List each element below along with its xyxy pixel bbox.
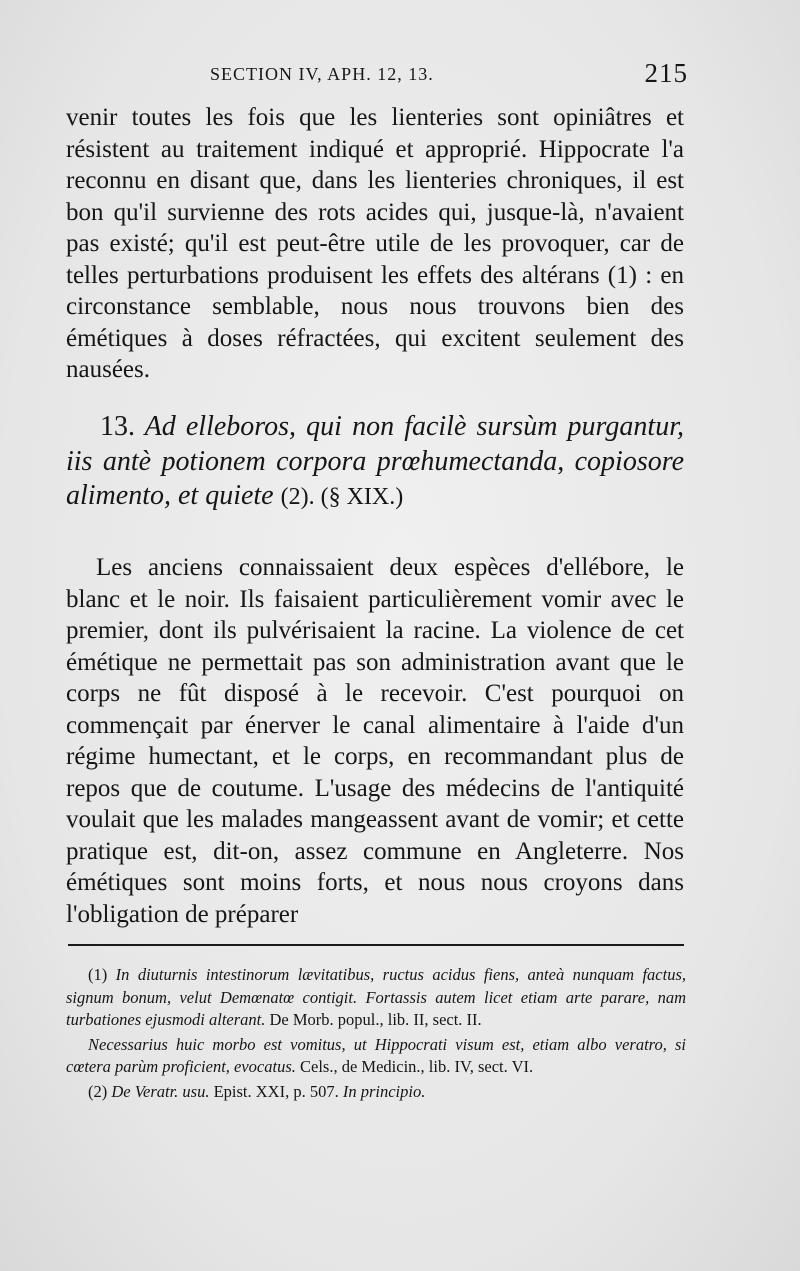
footnote-2 xyxy=(66,1081,686,1104)
footnote-divider xyxy=(68,944,684,946)
paragraph-text: Les anciens connaissaient deux espèces d'ellébore, le blanc et le noir. Ils faisaient particulièrement vomir avec le premier, dont ils pulvérisaient la racine. La violence de cet émétique ne permettait pas son administration avant que le corps ne fût disposé à le recevoir. C'est pourquoi on commençait par énerver le canal alimentaire à l'aide d'un régime humectant, et le corps, en recommandant plus de repos que de coutume. L'usage des médecins de l'antiquité voulait que les malades mangeassent avant de vomir; et cette pratique est, dit-on, assez commune en Angleterre. Nos émétiques sont moins forts, et nous nous croyons dans l'obligation de préparer xyxy=(66,554,684,928)
footnote-work-title: De Veratr. usu. xyxy=(111,1081,210,1101)
footnote-1-continued xyxy=(66,1034,686,1079)
footnote-citation: De Morb. popul., lib. II, sect. II. xyxy=(269,1010,482,1029)
footnote-citation: Epist. XXI, p. 507. xyxy=(213,1081,339,1101)
footnote-locus: In principio. xyxy=(342,1081,426,1101)
footnote-latin-quote: In diuturnis intestinorum lævitatibus, ructus acidus fiens, anteà nunquam factus, signum bonum, velut Demœnatœ contigit. Fortassis autem licet etiam arte parare, nam turbationes ejusmodi alterant. xyxy=(66,965,686,1029)
page-header xyxy=(210,58,688,98)
footnote-latin-quote: Necessarius huic morbo est vomitus, ut Hippocrati visum est, etiam albo veratro, si cœtera parùm proficient, evocatus. xyxy=(66,1034,686,1076)
aphorism-latin-text: Ad elleboros, qui non facilè sursùm purgantur, iis antè potionem corpora prœhumectanda, copiosore alimento, et quiete xyxy=(66,411,684,511)
footnotes xyxy=(66,964,686,1105)
paragraph-text: venir toutes les fois que les lienteries sont opiniâtres et résistent au traitement indiqué et approprié. Hippocrate l'a reconnu en disant que, dans les lienteries chroniques, il est bon qu'il survienne des rots acides qui, jusque-là, n'avaient pas existé; qu'il est peut-être utile de les provoquer, car de telles perturbations produisent les effets des altérans (1) : en circonstance semblable, nous nous trouvons bien des émétiques à doses réfractées, qui excitent seulement des nausées. xyxy=(66,104,684,383)
running-title: SECTION IV, APH. 12, 13. xyxy=(210,64,434,84)
footnote-marker: (2) xyxy=(88,1081,108,1101)
page-number: 215 xyxy=(644,58,688,88)
aphorism-number: 13. xyxy=(100,411,135,442)
commentary-paragraph xyxy=(66,552,684,930)
aphorism-reference: (2). (§ XIX.) xyxy=(280,484,404,510)
footnote-citation: Cels., de Medicin., lib. IV, sect. VI. xyxy=(300,1057,534,1076)
aphorism-13 xyxy=(66,410,684,515)
footnote-1 xyxy=(66,964,686,1032)
paragraph-continued xyxy=(66,102,684,386)
footnote-marker: (1) xyxy=(88,965,108,984)
